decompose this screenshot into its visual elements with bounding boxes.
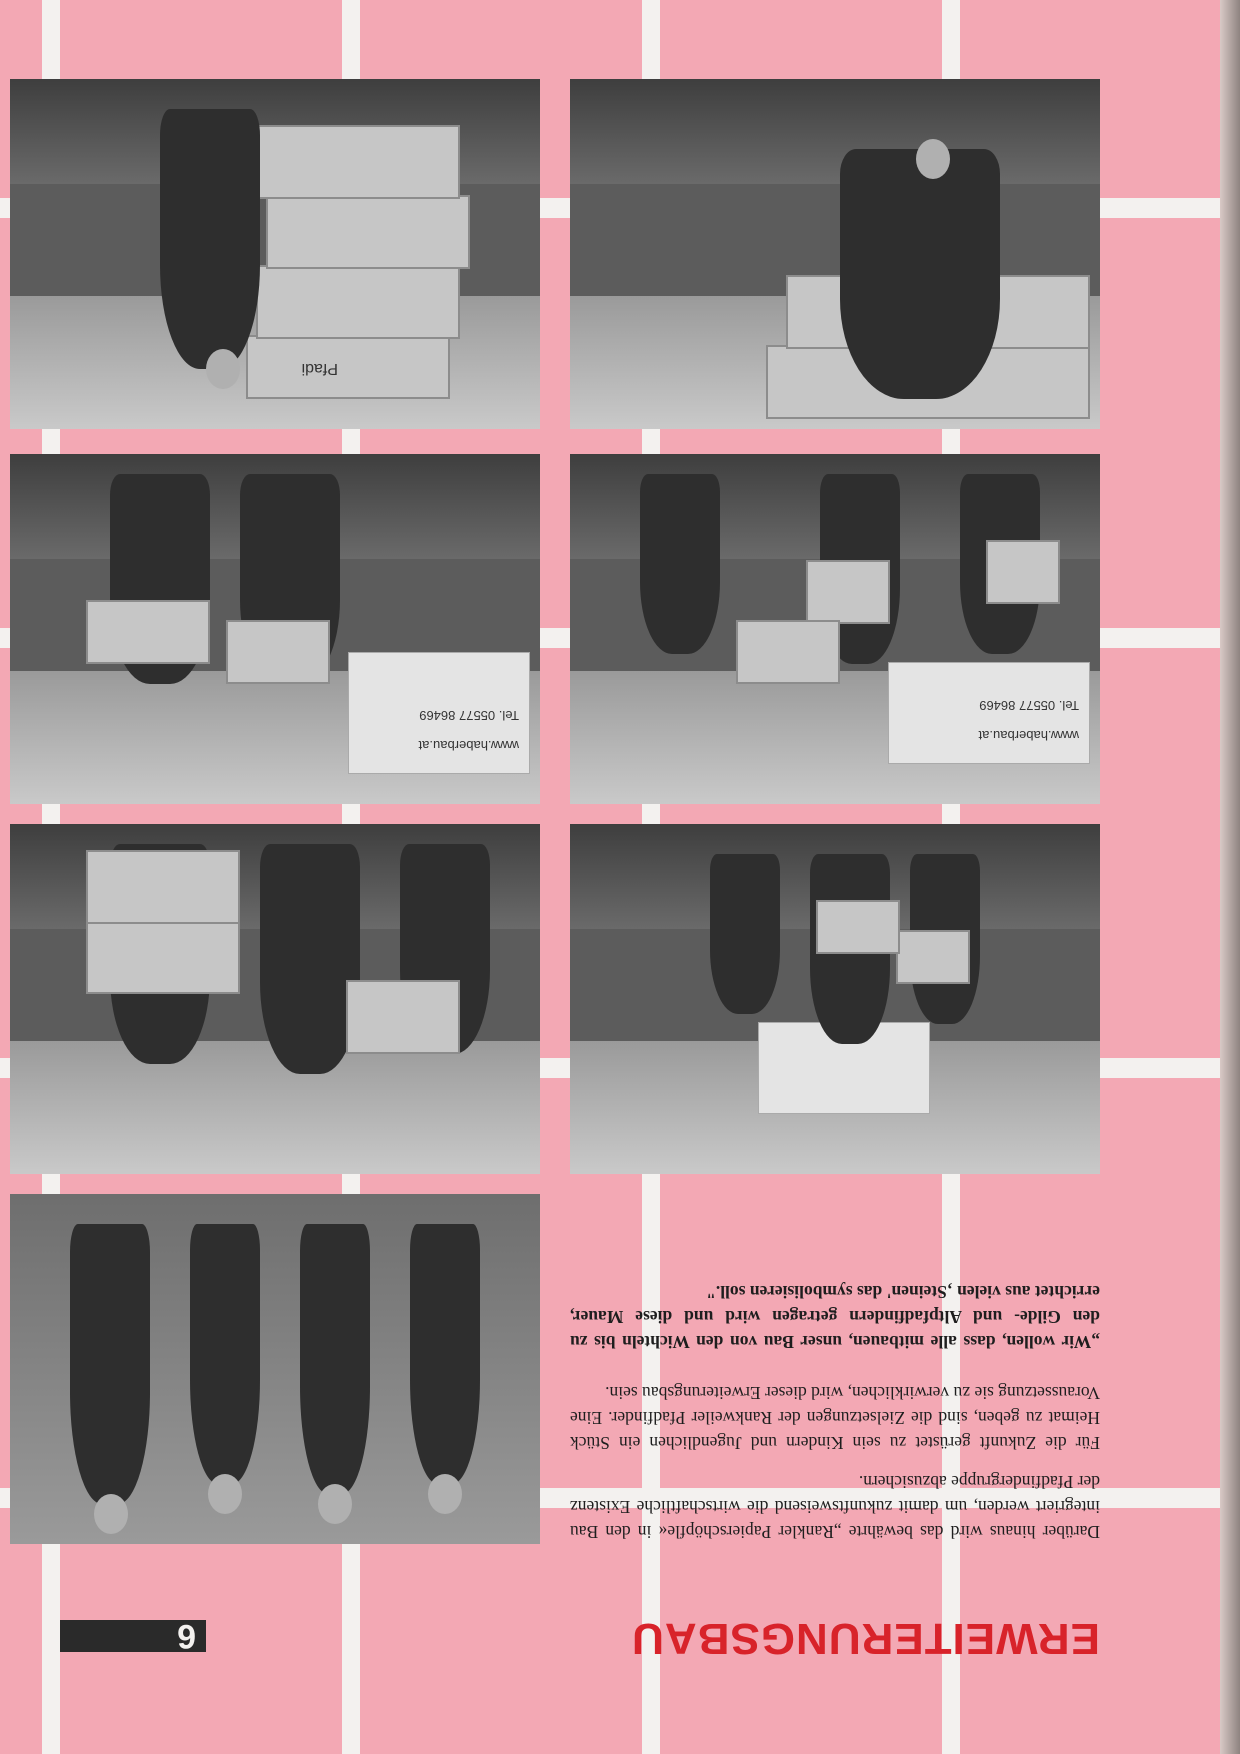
painted-box: [256, 125, 460, 199]
painted-box: [256, 265, 460, 339]
painted-box: [266, 195, 470, 269]
photo-children-with-boxes: [570, 824, 1100, 1174]
person-silhouette: [260, 844, 360, 1074]
person-silhouette: [160, 109, 260, 369]
painted-box: [986, 540, 1060, 604]
painted-box: [86, 920, 240, 994]
sign-phone: Tel. 05577 86469: [419, 708, 519, 723]
painted-box: [86, 600, 210, 664]
sign-url: www.haberbau.at: [978, 728, 1079, 743]
page-spine-shadow: [1220, 0, 1240, 1754]
photo-children-with-sign: [10, 454, 540, 804]
photo-stacked-boxes: [10, 79, 540, 429]
painted-box: [806, 560, 890, 624]
painted-box: [226, 620, 330, 684]
section-title: ERWEITERUNGSBAU: [631, 1614, 1100, 1663]
photo-group-on-wood: [10, 1194, 540, 1544]
person-head: [206, 349, 240, 389]
page-number-bar: [60, 1617, 206, 1655]
painted-box: [246, 335, 450, 399]
painted-box: [86, 850, 240, 924]
sign-url: www.haberbau.at: [418, 738, 519, 753]
box-label: Pfadi: [301, 360, 338, 377]
person-head: [208, 1474, 242, 1514]
photo-children-holding-boxes: [570, 454, 1100, 804]
person-silhouette: [640, 474, 720, 654]
photo-ground: [570, 79, 1100, 184]
person-silhouette: [300, 1224, 370, 1494]
article-quote: „Wir wollen, dass alle mitbauen, unser Bau von den Wichteln bis zu den Gilde- und Altpfadfindern getragen wird und diese Mauer, errichtet aus vielen ‚Steinen' das symbolisieren soll.": [570, 1282, 1100, 1352]
person-head: [94, 1494, 128, 1534]
person-silhouette: [710, 854, 780, 1014]
article-paragraph: Für die Zukunft gerüstet zu sein Kindern und Jugendlichen ein Stück Heimat zu geben, sind die Zielsetzungen der Rankweiler Pfadfinder. Eine Voraussetzung sie zu verwirklichen, wird dieser Erweiterungsbau sein.: [570, 1383, 1100, 1453]
sign-banner: [888, 662, 1090, 764]
article-paragraph: Darüber hinaus wird das bewährte „Rankler Papierschöpfle« in den Bau integriert werden, um damit zukunftsweisend die wirtschaftliche Existenz der Pfadfindergruppe abzusichern.: [570, 1472, 1100, 1542]
photo-box-wall: [570, 79, 1100, 429]
person-head: [916, 139, 950, 179]
person-head: [318, 1484, 352, 1524]
person-silhouette: [70, 1224, 150, 1504]
person-silhouette: [190, 1224, 260, 1484]
person-silhouette: [840, 149, 1000, 399]
sign-phone: Tel. 05577 86469: [979, 698, 1079, 713]
page-header: [60, 1614, 1100, 1663]
painted-box: [736, 620, 840, 684]
painted-box: [896, 930, 970, 984]
person-head: [428, 1474, 462, 1514]
photo-sky: [10, 1041, 540, 1174]
painted-box: [816, 900, 900, 954]
painted-box: [346, 980, 460, 1054]
photo-children-crowd: [10, 824, 540, 1174]
article-text: [570, 1279, 1100, 1544]
person-silhouette: [410, 1224, 480, 1484]
page-number: 6: [177, 1617, 196, 1655]
sign-banner: [348, 652, 530, 774]
